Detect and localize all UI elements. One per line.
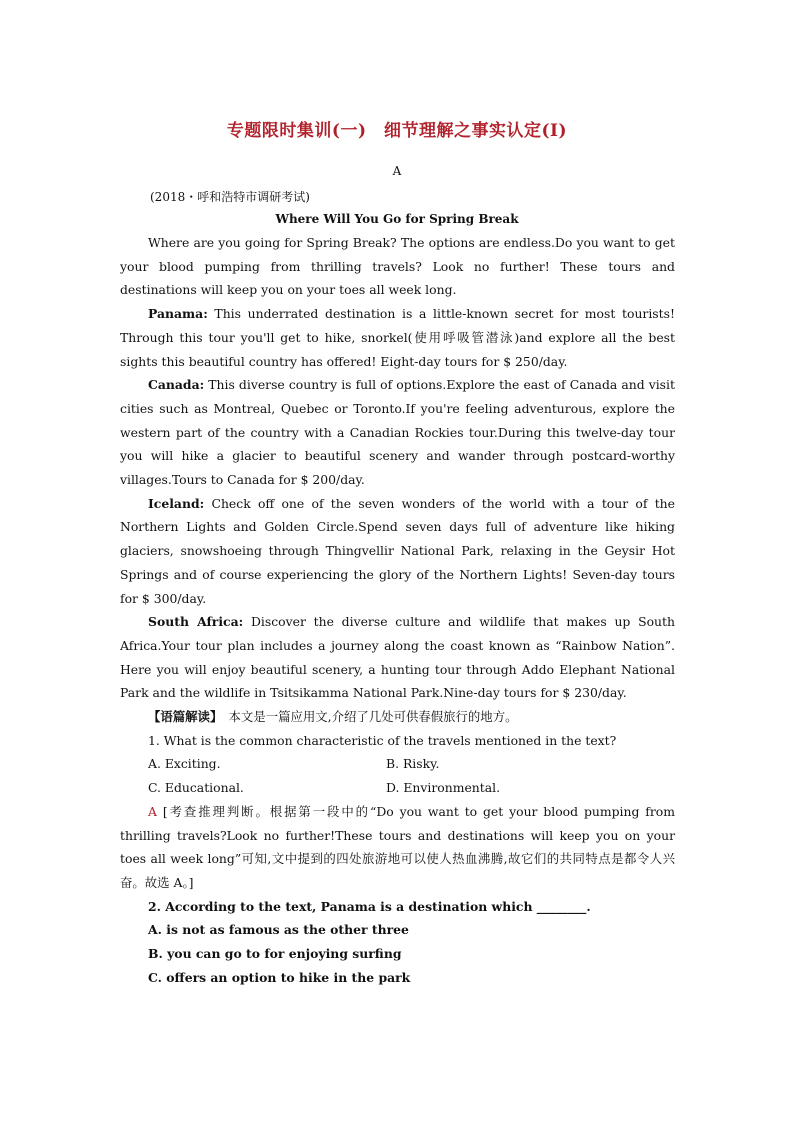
passage-body	[120, 231, 675, 990]
question-1-answer	[120, 800, 675, 895]
question-2-option-b: B. you can go to for enjoying surfing	[148, 946, 402, 962]
option-c: C. Educational.	[148, 780, 244, 796]
exam-source: (2018・呼和浩特市调研考试)	[150, 190, 310, 204]
intro-paragraph: Where are you going for Spring Break? The options are endless.Do you want to get your blood pumping from thrilling travels? Look no further! These tours and destinations will keep you on your toes all week long.	[120, 235, 675, 298]
question-1-stem: 1. What is the common characteristic of the travels mentioned in the text?	[148, 732, 617, 748]
panama-paragraph	[120, 302, 675, 373]
option-a: A. Exciting.	[148, 756, 221, 772]
destination-text: Check off one of the seven wonders of the world with a tour of the Northern Lights and Golden Circle.Spend seven days full of adventure like hiking glaciers, snowshoeing through Thingvellir National Park, relaxing in the Geysir Hot Springs and of course experiencing the glory of the Northern Lights! Seven-day tours for $ 300/day.	[120, 495, 675, 606]
answer-letter: A	[148, 803, 157, 819]
passage-title: Where Will You Go for Spring Break	[275, 212, 519, 226]
destination-text: This diverse country is full of options.Explore the east of Canada and visit cities such as Montreal, Quebec or Toronto.If you're feeling adventurous, explore the western part of the country with a Canadian Rockies tour.During this twelve-day tour you will hike a glacier to beautiful scenery and wander through postcard-worthy villages.Tours to Canada for $ 200/day.	[120, 377, 675, 488]
answer-explanation: [考查推理判断。根据第一段中的“Do you want to get your blood pumping from thrilling travels?Look no further!These tours and destinations will keep you on your toes all week long”可知,文中提到的四处旅游地可以使人热血沸腾,故它们的共同特点是都令人兴奋。故选 A。]	[120, 803, 675, 890]
question-2-option-a: A. is not as famous as the other three	[148, 922, 409, 938]
iceland-paragraph	[120, 492, 675, 611]
question-1-options-row1	[120, 752, 675, 776]
reading-note	[120, 705, 675, 729]
destination-name: Iceland:	[148, 495, 205, 511]
destination-name: South Africa:	[148, 614, 244, 630]
south-africa-paragraph	[120, 610, 675, 705]
destination-text: Discover the diverse culture and wildlife that makes up South Africa.Your tour plan includes a journey along the coast known as “Rainbow Nation”. Here you will enjoy beautiful scenery, a hunting tour through Addo Elephant National Park and the wildlife in Tsitsikamma National Park.Nine-day tours for $ 230/day.	[120, 614, 675, 701]
page-title: 专题限时集训(一) 细节理解之事实认定(Ⅰ)	[226, 121, 568, 141]
destination-name: Canada:	[148, 377, 205, 393]
section-label: A	[392, 164, 402, 178]
reading-note-text: 本文是一篇应用文,介绍了几处可供春假旅行的地方。	[216, 709, 518, 725]
option-b: B. Risky.	[386, 756, 440, 772]
option-d: D. Environmental.	[386, 780, 501, 796]
canada-paragraph	[120, 373, 675, 492]
question-2-stem: 2. According to the text, Panama is a destination which ________.	[148, 898, 591, 914]
question-2-option-c: C. offers an option to hike in the park	[148, 969, 411, 985]
destination-name: Panama:	[148, 306, 208, 322]
destination-text: This underrated destination is a little-known secret for most tourists! Through this tour you'll get to hike, snorkel(使用呼吸管潜泳)and explore all the best sights this beautiful country has offered! Eight-day tours for $ 250/day.	[120, 306, 675, 369]
reading-note-label: 【语篇解读】	[148, 709, 217, 725]
question-1-options-row2	[120, 776, 675, 800]
